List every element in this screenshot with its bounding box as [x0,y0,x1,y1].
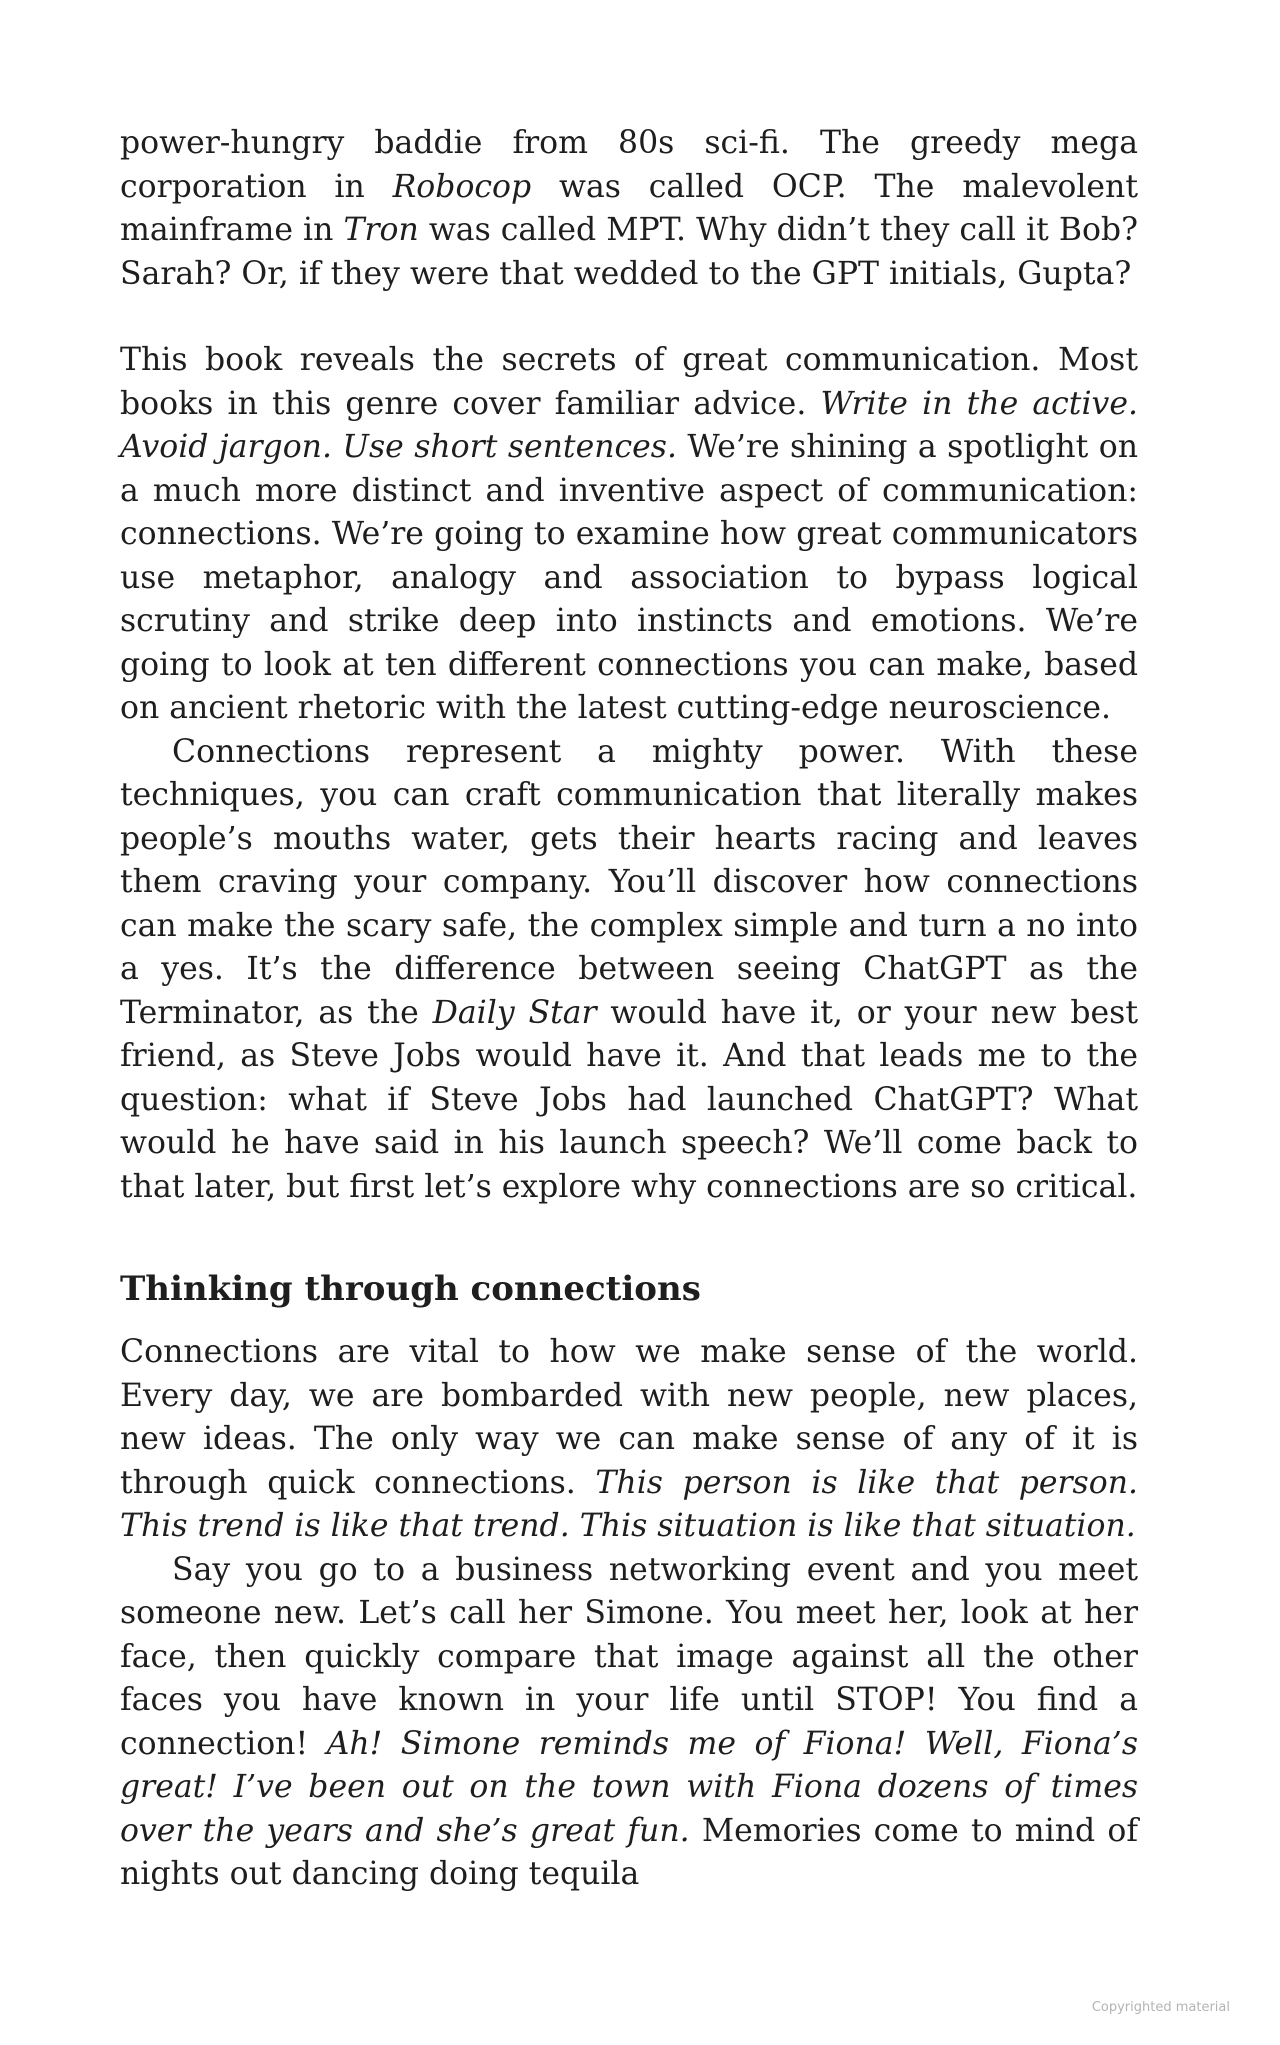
paragraph-p1 [120,122,1138,296]
italic-run: Write in the active. Avoid jargon. Use short sentences. [120,385,1138,465]
paragraph-p4 [120,1331,1138,1549]
text-run: Say you go to a business networking event and you meet someone new. Let’s call her Simone. You meet her, look at her face, then quickly compare that image against all the other faces you have known in your life until STOP! You find a connection! [120,1551,1138,1762]
text-run: This book reveals the secrets of great communication. Most books in this genre cover familiar advice. [120,342,1138,422]
text-run: We’re shining a spotlight on a much more distinct and inventive aspect of communication: connections. We’re going to examine how great communicators use metaphor, analogy and association to bypass logical scrutiny and strike deep into instincts and emotions. We’re going to look at ten different connections you can make, based on ancient rhetoric with the latest cutting-edge neuroscience. [120,429,1139,726]
italic-run: Tron [343,212,419,248]
italic-run: Ah! Simone reminds me of Fiona! Well, Fiona’s great! I’ve been out on the town with Fiona dozens of times over the years and she’s great fun. [120,1725,1138,1849]
italic-run: This person is like that person. This trend is like that trend. This situation is like that situation. [120,1464,1138,1544]
italic-run: Daily Star [432,994,597,1031]
text-section-connections [120,1331,1138,1897]
text-run: was called MPT. Why didn’t they call it Bob? Sarah? Or, if they were that wedded to the GPT initials, Gupta? [120,212,1138,292]
paragraph-p5 [120,1549,1138,1897]
text-run: Memories come to mind of nights out dancing doing tequila [120,1812,1138,1892]
text-run: Connections are vital to how we make sense of the world. Every day, we are bombarded with new people, new places, new ideas. The only way we can make sense of any of it is through quick connections. [120,1334,1138,1501]
book-page [120,122,1138,1897]
text-run: would have it, or your new best friend, as Steve Jobs would have it. And that leads me to the question: what if Steve Jobs had launched ChatGPT? What would he have said in his launch speech? We’ll come back to that later, but first let’s explore why connections are so critical. [120,994,1138,1205]
text-run: power-hungry baddie from 80s sci-fi. The greedy mega corporation in [120,125,1138,205]
paragraph-p3 [120,731,1138,1210]
italic-run: Robocop [392,168,532,205]
paragraph-p2 [120,339,1138,731]
text-section-intro [120,122,1138,1209]
text-run: Connections represent a mighty power. With these techniques, you can craft communication that literally makes people’s mouths water, gets their hearts racing and leaves them craving your company. You’ll discover how connections can make the scary safe, the complex simple and turn a no into a yes. It’s the difference between seeing ChatGPT as the Terminator, as the [120,733,1138,1031]
copyright-footer: Copyrighted material [1091,2000,1230,2015]
section-heading: Thinking through connections [120,1269,701,1309]
text-run: was called OCP. The malevolent mainframe in [120,168,1138,248]
